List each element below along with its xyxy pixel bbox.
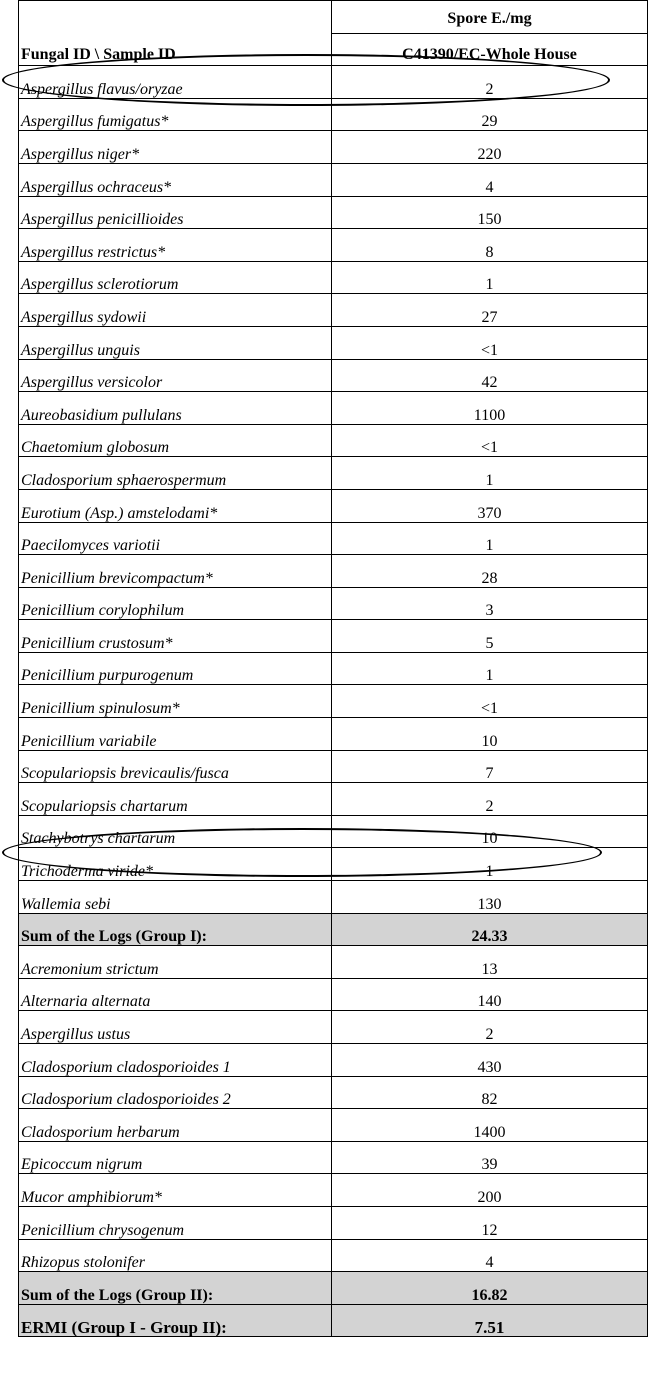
group2-row-value: 140 xyxy=(332,978,648,1011)
group1-row-label: Stachybotrys chartarum xyxy=(19,815,332,848)
group1-row-value: 28 xyxy=(332,555,648,588)
group2-row xyxy=(19,1206,648,1239)
group1-row-label: Aspergillus ochraceus* xyxy=(19,163,332,196)
group2-row-value: 82 xyxy=(332,1076,648,1109)
group1-row-value: 130 xyxy=(332,881,648,914)
group1-row-value: 150 xyxy=(332,196,648,229)
group1-row-label: Wallemia sebi xyxy=(19,881,332,914)
group2-row-label: Rhizopus stolonifer xyxy=(19,1239,332,1272)
group1-row-value: 10 xyxy=(332,815,648,848)
group1-row xyxy=(19,359,648,392)
group1-row-value: 2 xyxy=(332,66,648,99)
ermi-row-label: ERMI (Group I - Group II): xyxy=(19,1304,332,1337)
group1-row-value: 27 xyxy=(332,294,648,327)
group1-row-value: 29 xyxy=(332,98,648,131)
group1-row-label: Penicillium brevicompactum* xyxy=(19,555,332,588)
group1-row xyxy=(19,424,648,457)
group2-row-label: Cladosporium herbarum xyxy=(19,1109,332,1142)
group2-row xyxy=(19,1076,648,1109)
group1-row xyxy=(19,392,648,425)
group2-row-label: Acremonium strictum xyxy=(19,946,332,979)
group1-row-label: Aspergillus fumigatus* xyxy=(19,98,332,131)
group1-row-label: Aspergillus sydowii xyxy=(19,294,332,327)
group2-row-label: Aspergillus ustus xyxy=(19,1011,332,1044)
group2-row xyxy=(19,1044,648,1077)
group2-row-label: Mucor amphibiorum* xyxy=(19,1174,332,1207)
group1-row-label: Penicillium corylophilum xyxy=(19,587,332,620)
table-body xyxy=(19,1,648,1337)
group1-row xyxy=(19,66,648,99)
ermi-row xyxy=(19,1304,648,1337)
header-top-left-cell xyxy=(19,1,332,34)
group1-row-label: Eurotium (Asp.) amstelodami* xyxy=(19,489,332,522)
group1-row-label: Aspergillus restrictus* xyxy=(19,229,332,262)
group1-row xyxy=(19,652,648,685)
group1-row xyxy=(19,783,648,816)
group1-row-label: Penicillium purpurogenum xyxy=(19,652,332,685)
group1-row xyxy=(19,587,648,620)
group1-row-value: 1 xyxy=(332,522,648,555)
group1-row xyxy=(19,522,648,555)
group2-row-label: Epicoccum nigrum xyxy=(19,1141,332,1174)
group2-row-value: 200 xyxy=(332,1174,648,1207)
group2-row-value: 4 xyxy=(332,1239,648,1272)
group2-row-value: 39 xyxy=(332,1141,648,1174)
group1-row xyxy=(19,881,648,914)
sum-group1-row-label: Sum of the Logs (Group I): xyxy=(19,913,332,946)
group1-row xyxy=(19,750,648,783)
group1-row-value: 8 xyxy=(332,229,648,262)
ermi-results-table xyxy=(18,0,648,1337)
spore-units-header: Spore E./mg xyxy=(332,1,648,34)
group1-row-value: 42 xyxy=(332,359,648,392)
group1-row-label: Penicillium crustosum* xyxy=(19,620,332,653)
group1-row-value: 220 xyxy=(332,131,648,164)
sample-id-header: C41390/EC-Whole House xyxy=(332,33,648,66)
group1-row xyxy=(19,229,648,262)
group2-row-label: Cladosporium cladosporioides 1 xyxy=(19,1044,332,1077)
group1-row-label: Aspergillus versicolor xyxy=(19,359,332,392)
header-row-top xyxy=(19,1,648,34)
group1-row xyxy=(19,489,648,522)
group1-row xyxy=(19,457,648,490)
group1-row-value: <1 xyxy=(332,424,648,457)
sum-group1-row-value: 24.33 xyxy=(332,913,648,946)
group1-row-value: 1 xyxy=(332,652,648,685)
group1-row xyxy=(19,98,648,131)
group1-row-label: Aspergillus sclerotiorum xyxy=(19,261,332,294)
group1-row xyxy=(19,718,648,751)
sum-group2-row-value: 16.82 xyxy=(332,1272,648,1305)
group2-row-label: Cladosporium cladosporioides 2 xyxy=(19,1076,332,1109)
sum-group1-row xyxy=(19,913,648,946)
group1-row-label: Aureobasidium pullulans xyxy=(19,392,332,425)
group1-row xyxy=(19,685,648,718)
fungal-id-header: Fungal ID \ Sample ID xyxy=(19,33,332,66)
group1-row-value: 4 xyxy=(332,163,648,196)
group1-row-value: 5 xyxy=(332,620,648,653)
group2-row xyxy=(19,1141,648,1174)
group1-row-label: Chaetomium globosum xyxy=(19,424,332,457)
group1-row-value: 7 xyxy=(332,750,648,783)
group1-row-label: Paecilomyces variotii xyxy=(19,522,332,555)
group1-row-value: 1 xyxy=(332,848,648,881)
group1-row xyxy=(19,848,648,881)
sum-group2-row-label: Sum of the Logs (Group II): xyxy=(19,1272,332,1305)
group2-row xyxy=(19,946,648,979)
group1-row-label: Aspergillus niger* xyxy=(19,131,332,164)
group2-row xyxy=(19,1109,648,1142)
group1-row xyxy=(19,326,648,359)
group2-row-value: 13 xyxy=(332,946,648,979)
group2-row-label: Penicillium chrysogenum xyxy=(19,1206,332,1239)
group1-row-label: Aspergillus flavus/oryzae xyxy=(19,66,332,99)
group1-row xyxy=(19,815,648,848)
group2-row-label: Alternaria alternata xyxy=(19,978,332,1011)
group1-row-value: 10 xyxy=(332,718,648,751)
group2-row-value: 2 xyxy=(332,1011,648,1044)
group2-row xyxy=(19,1239,648,1272)
group1-row-value: 370 xyxy=(332,489,648,522)
group2-row xyxy=(19,1011,648,1044)
group1-row xyxy=(19,131,648,164)
group1-row-label: Aspergillus penicillioides xyxy=(19,196,332,229)
group1-row-label: Trichoderma viride* xyxy=(19,848,332,881)
sum-group2-row xyxy=(19,1272,648,1305)
group2-row xyxy=(19,978,648,1011)
group1-row-label: Penicillium spinulosum* xyxy=(19,685,332,718)
group2-row xyxy=(19,1174,648,1207)
group1-row-value: 2 xyxy=(332,783,648,816)
group1-row xyxy=(19,163,648,196)
group1-row-label: Scopulariopsis brevicaulis/fusca xyxy=(19,750,332,783)
group1-row-label: Aspergillus unguis xyxy=(19,326,332,359)
group1-row-value: <1 xyxy=(332,326,648,359)
group1-row-label: Cladosporium sphaerospermum xyxy=(19,457,332,490)
group1-row-value: 1 xyxy=(332,261,648,294)
group2-row-value: 430 xyxy=(332,1044,648,1077)
group1-row-value: <1 xyxy=(332,685,648,718)
group1-row-label: Scopulariopsis chartarum xyxy=(19,783,332,816)
group1-row-label: Penicillium variabile xyxy=(19,718,332,751)
group1-row xyxy=(19,620,648,653)
group1-row xyxy=(19,196,648,229)
header-row-bottom xyxy=(19,33,648,66)
group1-row-value: 3 xyxy=(332,587,648,620)
group1-row xyxy=(19,555,648,588)
group1-row-value: 1 xyxy=(332,457,648,490)
group1-row-value: 1100 xyxy=(332,392,648,425)
group2-row-value: 12 xyxy=(332,1206,648,1239)
ermi-row-value: 7.51 xyxy=(332,1304,648,1337)
group1-row xyxy=(19,294,648,327)
group2-row-value: 1400 xyxy=(332,1109,648,1142)
group1-row xyxy=(19,261,648,294)
